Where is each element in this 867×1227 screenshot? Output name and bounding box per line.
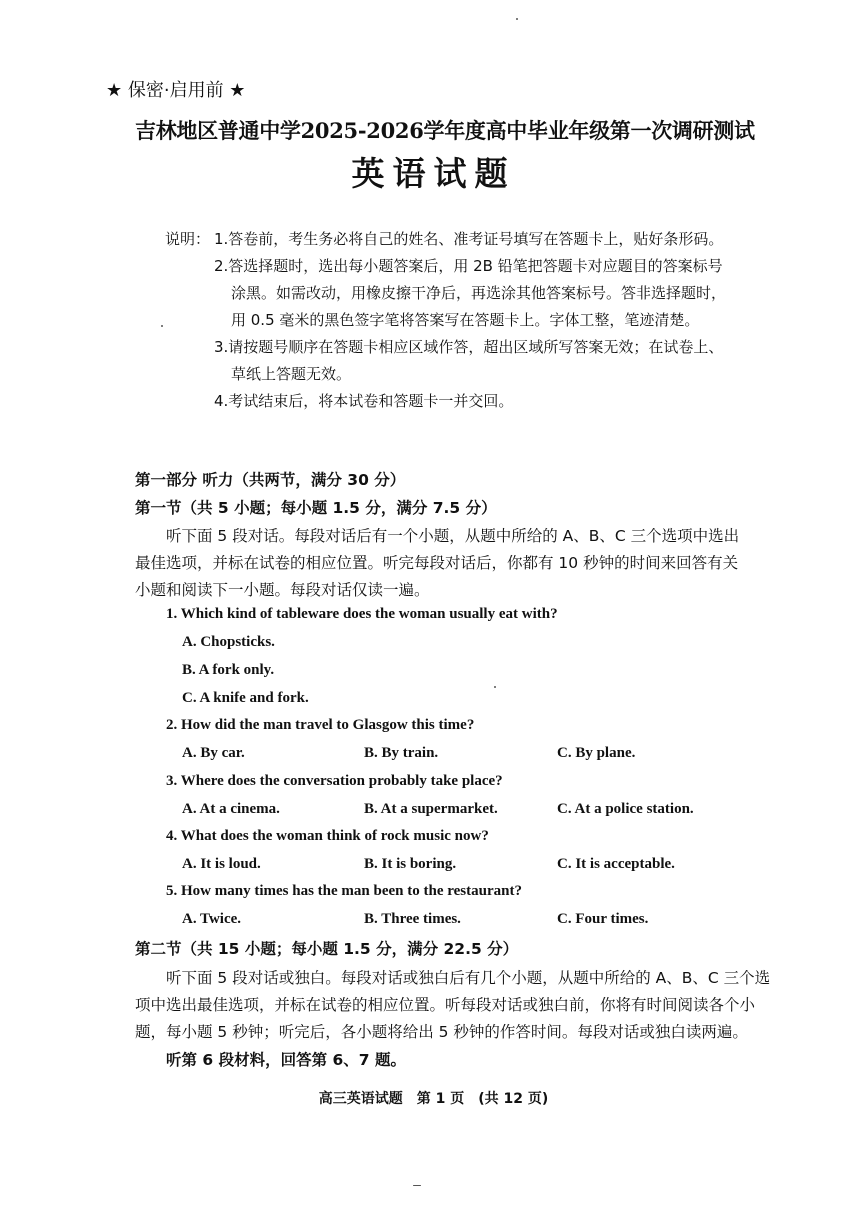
scan-speck: [516, 18, 518, 20]
instruction-line: 涂黑。如需改动，用橡皮擦干净后，再选涂其他答案标号。答非选择题时，: [231, 284, 727, 302]
option-a: A. Twice.: [182, 911, 242, 927]
section2-paragraph-line: 项中选出最佳选项，并标在试卷的相应位置。听每段对话或独白前，你将有时间阅读各个小: [135, 996, 756, 1014]
scan-speck: [413, 1185, 421, 1186]
option-b: B. It is boring.: [364, 856, 457, 872]
option-b: B. At a supermarket.: [364, 801, 498, 817]
option-c: C. At a police station.: [557, 801, 694, 817]
scan-speck: [494, 686, 496, 688]
option-c: C. By plane.: [557, 745, 636, 761]
subject-title: 英语试题: [351, 154, 516, 193]
instruction-line: 用 0.5 毫米的黑色签字笔将答案写在答题卡上。字体工整，笔迹清楚。: [231, 311, 700, 329]
instruction-line: 3.请按题号顺序在答题卡相应区域作答，超出区域所写答案无效；在试卷上、: [214, 338, 724, 356]
section2-paragraph-line: 题，每小题 5 秒钟；听完后，各小题将给出 5 秒钟的作答时间。每段对话或独白读两遍。: [135, 1023, 748, 1041]
page-footer: 高三英语试题 第 1 页 (共 12 页): [318, 1091, 549, 1107]
instruction-line: 草纸上答题无效。: [231, 365, 352, 383]
option-c: C. Four times.: [557, 911, 649, 927]
section2-paragraph-line: 听下面 5 段对话或独白。每段对话或独白后有几个小题，从题中所给的 A、B、C 三个选: [166, 969, 771, 987]
question-4: 4. What does the woman think of rock music now?: [166, 828, 489, 844]
confidential-label: ★ 保密·启用前 ★: [106, 80, 246, 101]
section1-paragraph-line: 最佳选项，并标在试卷的相应位置。听完每段对话后，你都有 10 秒钟的时间来回答有关: [135, 554, 739, 572]
option-b: B. Three times.: [364, 911, 461, 927]
section1-paragraph-line: 小题和阅读下一小题。每段对话仅读一遍。: [135, 581, 430, 599]
section1-heading: 第一节（共 5 小题；每小题 1.5 分，满分 7.5 分）: [135, 499, 497, 517]
exam-title: 吉林地区普通中学2025-2026学年度高中毕业年级第一次调研测试: [135, 118, 755, 143]
option-a: A. At a cinema.: [182, 801, 280, 817]
section2-instruction: 听第 6 段材料，回答第 6、7 题。: [166, 1051, 406, 1069]
question-1: 1. Which kind of tableware does the woman usually eat with?: [166, 606, 558, 622]
instruction-line: 1.答卷前，考生务必将自己的姓名、准考证号填写在答题卡上，贴好条形码。: [214, 230, 724, 248]
option-c: C. It is acceptable.: [557, 856, 675, 872]
instruction-line: 4.考试结束后，将本试卷和答题卡一并交回。: [214, 392, 514, 410]
section1-paragraph-line: 听下面 5 段对话。每段对话后有一个小题，从题中所给的 A、B、C 三个选项中选出: [166, 527, 740, 545]
option-a: A. It is loud.: [182, 856, 261, 872]
scan-speck: [161, 325, 163, 327]
question-2: 2. How did the man travel to Glasgow this time?: [166, 717, 475, 733]
part1-heading: 第一部分 听力（共两节，满分 30 分）: [135, 471, 406, 489]
instructions-label: 说明：: [165, 230, 211, 248]
instruction-line: 2.答选择题时，选出每小题答案后，用 2B 铅笔把答题卡对应题目的答案标号: [214, 257, 723, 275]
option-b: B. By train.: [364, 745, 439, 761]
question-3: 3. Where does the conversation probably take place?: [166, 773, 503, 789]
option-b: B. A fork only.: [182, 662, 275, 678]
question-5: 5. How many times has the man been to the restaurant?: [166, 883, 522, 899]
option-a: A. By car.: [182, 745, 245, 761]
option-c: C. A knife and fork.: [182, 690, 309, 706]
option-a: A. Chopsticks.: [182, 634, 275, 650]
section2-heading: 第二节（共 15 小题；每小题 1.5 分，满分 22.5 分）: [135, 940, 519, 958]
